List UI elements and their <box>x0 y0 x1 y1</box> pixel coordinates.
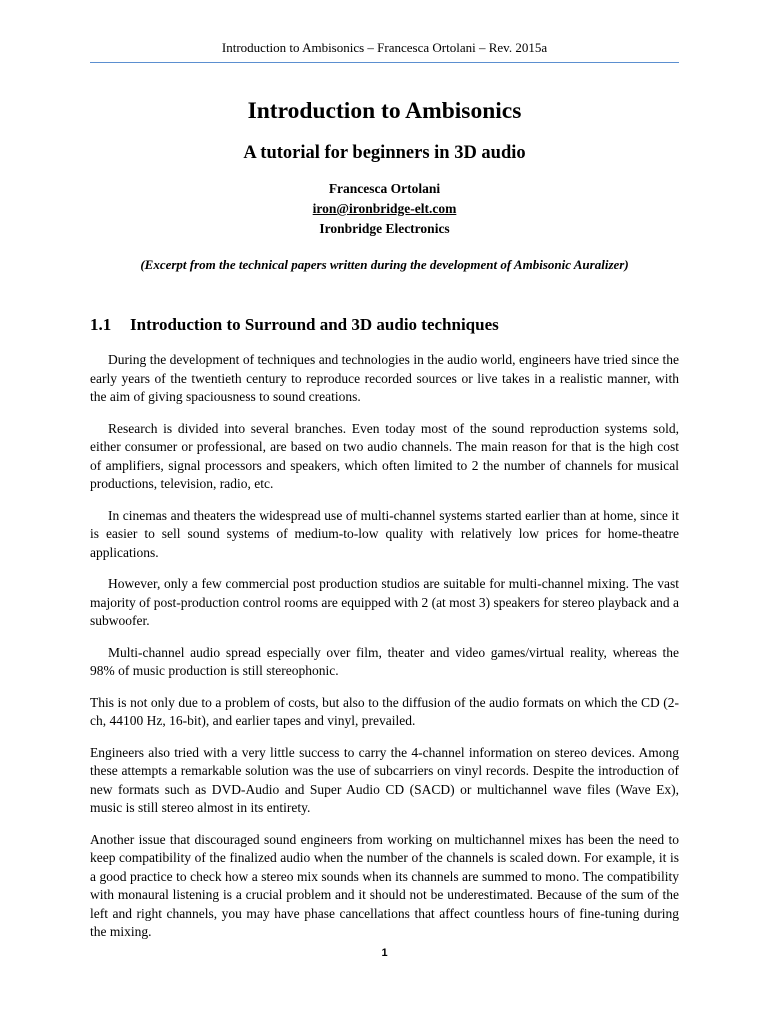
section-heading <box>90 314 679 336</box>
author-name: Francesca Ortolani <box>328 181 441 196</box>
paragraph: In cinemas and theaters the widespread use of multi-channel systems started earlier than at home, since it is easier to sell sound systems of medium-to-low quality with relatively low prices for home-theatre applications. <box>90 507 679 560</box>
page-number: 1 <box>381 947 388 959</box>
running-header: Introduction to Ambisonics – Francesca Ortolani – Rev. 2015a <box>221 40 548 55</box>
excerpt-note: (Excerpt from the technical papers written during the development of Ambisonic Auralizer) <box>140 257 629 272</box>
author-organization: Ironbridge Electronics <box>319 221 450 236</box>
paragraph: This is not only due to a problem of costs, but also to the diffusion of the audio formats on which the CD (2-ch, 44100 Hz, 16-bit), and earlier tapes and vinyl, prevailed. <box>90 694 679 728</box>
author-email-link[interactable]: iron@ironbridge-elt.com <box>312 201 457 216</box>
paragraph: Engineers also tried with a very little success to carry the 4-channel information on stereo devices. Among these attempts a remarkable solution was the use of subcarriers on vinyl records. Despite the introduction of new formats such as DVD-Audio and Super Audio CD (SACD) or multichannel wave files (Wave Ex), music is still stereo almost in its entirety. <box>90 744 679 815</box>
section-number: 1.1 <box>90 315 112 334</box>
paragraph: Multi-channel audio spread especially over film, theater and video games/virtual reality, whereas the 98% of music production is still stereophonic. <box>90 644 679 678</box>
document-subtitle: A tutorial for beginners in 3D audio <box>243 143 526 163</box>
header-rule <box>90 62 679 63</box>
paragraph: Research is divided into several branches. Even today most of the sound reproduction systems sold, either consumer or professional, are based on two audio channels. The main reason for that is the high cost of amplifiers, signal processors and speakers, which often limited to 2 the number of channels for musical productions, television, radio, etc. <box>90 420 679 491</box>
author-block <box>90 179 679 239</box>
paragraph: During the development of techniques and technologies in the audio world, engineers have tried since the early years of the twentieth century to reproduce recorded sources or live takes in a realistic manner, with the aim of giving spaciousness to sound creations. <box>90 352 679 404</box>
document-title: Introduction to Ambisonics <box>247 98 522 124</box>
paragraph: However, only a few commercial post production studios are suitable for multi-channel mixing. The vast majority of post-production control rooms are equipped with 2 (at most 3) speakers for stereo playback and a subwoofer. <box>90 576 679 628</box>
paragraph: Another issue that discouraged sound engineers from working on multichannel mixes has been the need to keep compatibility of the finalized audio when the number of the channels is scaled down. For example, it is a good practice to check how a stereo mix sounds when its channels are summed to mono. The compatibility with monaural listening is a crucial problem and it should not be underestimated. Because of the sum of the left and right channels, you may have phase cancellations that affect countless hours of fine-tuning during the mixing. <box>90 831 679 939</box>
section-title: Introduction to Surround and 3D audio techniques <box>130 315 499 334</box>
body-text <box>90 351 679 955</box>
